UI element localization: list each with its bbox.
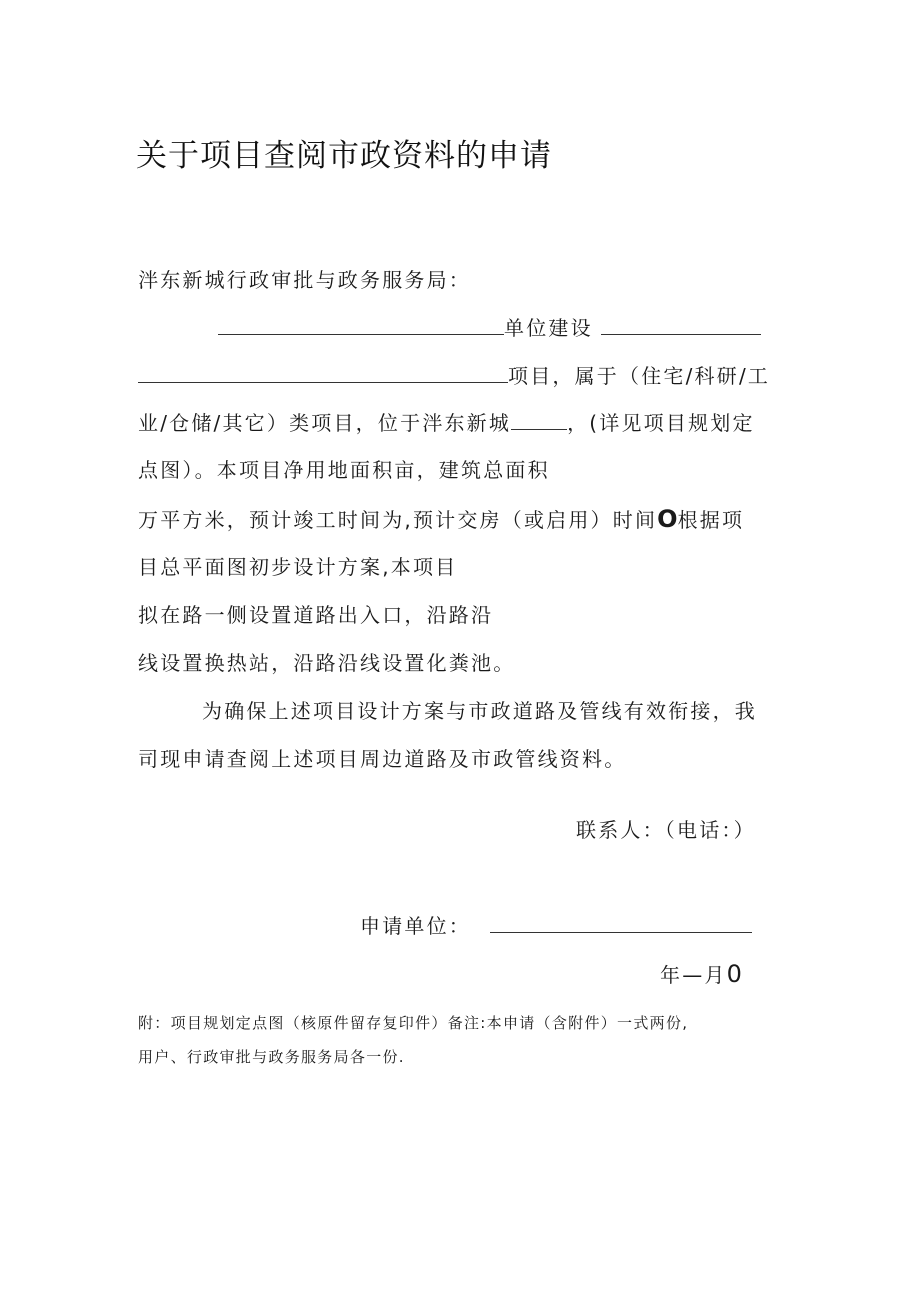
line-area: 点图）。本项目净用地面积亩，建筑总面积 xyxy=(138,458,550,482)
schedule-tail: 根据项 xyxy=(677,508,745,532)
schedule-o: O xyxy=(657,505,678,533)
location-text: 业/仓储/其它）类项目，位于泮东新城 xyxy=(138,411,512,435)
applicant-line xyxy=(360,912,752,940)
addressee: 泮东新城行政审批与政务服务局： xyxy=(138,268,471,292)
line-entrance: 拟在路一侧设置道路出入口，沿路沿 xyxy=(138,603,494,627)
schedule-text: 万平方米，预计竣工时间为,预计交房（或启用）时间 xyxy=(138,508,658,532)
line-schedule xyxy=(138,505,744,534)
note-line-1: 附：项目规划定点图（核原件留存复印件）备注:本申请（含附件）一式两份, xyxy=(138,1014,689,1032)
blank-construction xyxy=(601,314,761,335)
blank-location xyxy=(511,409,567,430)
unit-construction-label: 单位建设 xyxy=(504,316,593,340)
paragraph-2-line-1: 为确保上述项目设计方案与市政道路及管线有效衔接，我 xyxy=(202,699,757,723)
date-line xyxy=(660,960,742,989)
document-title: 关于项目查阅市政资料的申请 xyxy=(136,138,552,174)
line-project-type xyxy=(138,362,770,390)
project-type-text: 项目，属于（住宅/科研/工 xyxy=(508,364,771,388)
contact-line: 联系人：（电话：） xyxy=(576,818,756,842)
paragraph-2-line-2: 司现申请查阅上述项目周边道路及市政管线资料。 xyxy=(138,747,627,771)
blank-project-name xyxy=(138,362,508,383)
blank-unit-name xyxy=(218,314,504,335)
note-line-2: 用户、行政审批与政务服务局各一份. xyxy=(138,1048,405,1066)
location-tail: ，(详见项目规划定 xyxy=(567,411,755,435)
line-unit-construction xyxy=(218,314,761,342)
blank-applicant xyxy=(490,912,752,933)
line-facilities: 线设置换热站，沿路沿线设置化粪池。 xyxy=(138,651,516,675)
applicant-label: 申请单位： xyxy=(360,914,471,938)
line-location xyxy=(138,409,755,437)
date-o: 0 xyxy=(726,960,742,988)
date-text: 年—月 xyxy=(660,963,727,987)
line-plan: 目总平面图初步设计方案,本项目 xyxy=(138,555,458,579)
